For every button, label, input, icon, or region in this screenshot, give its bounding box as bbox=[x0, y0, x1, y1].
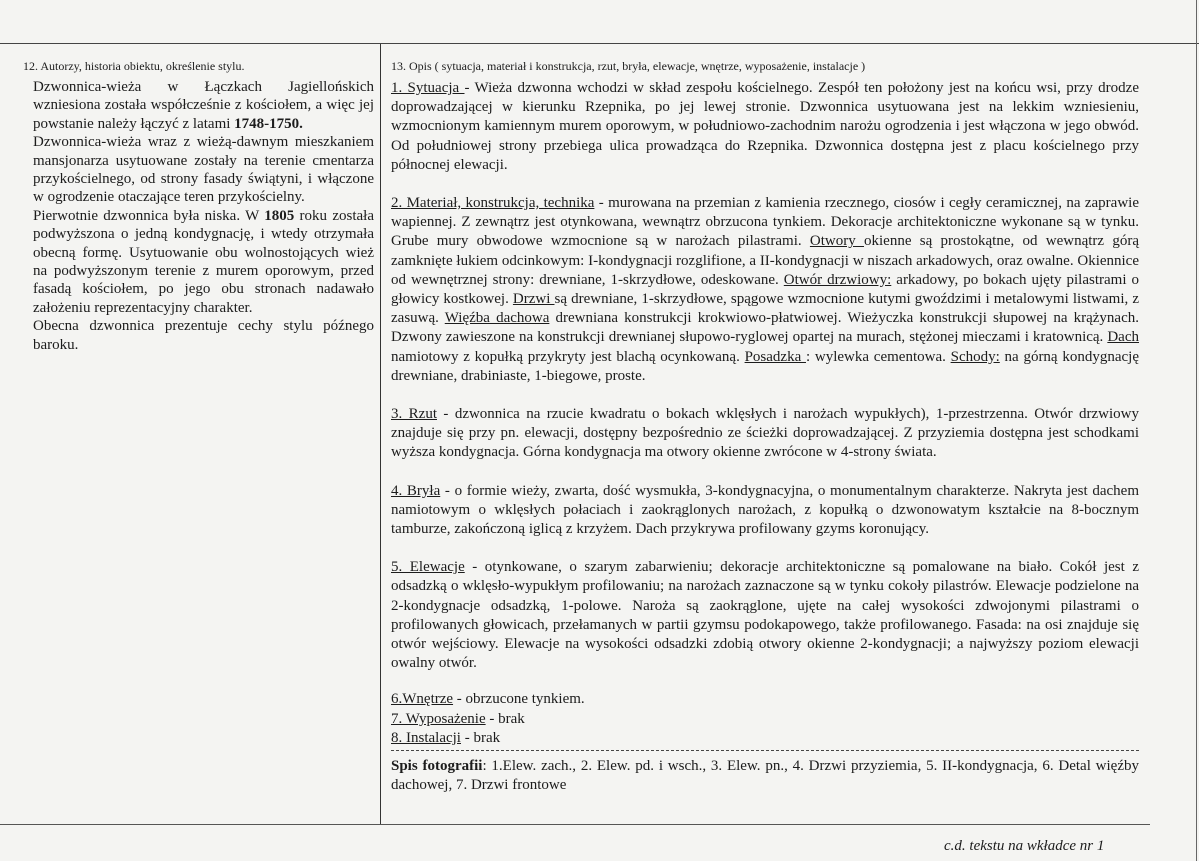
section-plan: 3. Rzut - dzwonnica na rzucie kwadratu o bokach wklęsłych i narożach wypukłych), 1-przestrzenna. Otwór drzwiowy znajduje się przy pn. elewacji, dostępny bezpośrednio ze ścieżki doprowadzającej. Z przyziemia dostępna jest schodkami wyższa kondygnacja. Górna kondygnacja ma otwory okienne zwrócone w 4-strony świata. bbox=[391, 406, 1139, 461]
date-range: 1748-1750. bbox=[234, 115, 303, 132]
section-form: 4. Bryła - o formie wieży, zwarta, dość wysmukła, 3-kondygnacyjna, o monumentalnym charakterze. Nakryta jest dachem namiotowym o wklęsłych połaciach i zaokrąglonych narożach, z kopułką o dzwonowatym kształcie na 8-bocznym tamburze, zakończoną iglicą z krzyżem. Dach przykrywa profilowany gzyms koronujący. bbox=[391, 482, 1139, 538]
history-paragraph-1: Dzwonnica-wieża w Łączkach Jagiellońskich wzniesiona została współcześnie z kościołem, a więc jej powstanie należy łączyć z latami 1748-1750. bbox=[33, 79, 374, 132]
dashed-separator bbox=[391, 750, 1139, 751]
history-paragraph-2: Dzwonnica-wieża wraz z wieżą-dawnym mieszkaniem mansjonarza usytuowane zostały na terenie cmentarza przykościelnego, od strony fasady świątyni, i włączone w ogrodzenie otaczające teren przykościelny. bbox=[33, 134, 374, 206]
description-header: 13. Opis ( sytuacja, materiał i konstrukcja, rzut, bryła, elewacje, wnętrze, wyposażenie, instalacje ) bbox=[391, 59, 866, 73]
history-paragraph-3: Pierwotnie dzwonnica była niska. W 1805 roku została podwyższona o jedną kondygnację, i wtedy otrzymała obecną formę. Usytuowanie obu wolnostojących wież na podwyższonym terenie z murem oporowym, przed fasadą kościołem, po jego obu stronach nadawało założeniu reprezentacyjny charakter. bbox=[33, 207, 374, 316]
year-1805: 1805 bbox=[264, 207, 295, 224]
section-elevations: 5. Elewacje - otynkowane, o szarym zabarwieniu; dekoracje architektoniczne są pomalowane na biało. Cokół jest z odsadzką o wklęsło-wypukłym profilowaniu; na narożach zaznaczone są w tynku cokoły pilastrów. Elewacje podzielone na 2-kondygnacje odsadzką, 1-polowe. Naroża są zaokrąglone, ujęte na całej wysokości zdwojonymi pilastrami o profilowanych głowicach, przełamanych w partii gzymsu podokapowego, także profilowanego. Fasada: na osi znajduje się otwór wejściowy. Elewacje na wysokości odsadzki zdobią otwory okienne 2-kondygnacji; a najwyższy poziom elewacji owalny otwór. bbox=[391, 559, 1139, 672]
section-situation: 1. Sytuacja - Wieża dzwonna wchodzi w skład zespołu kościelnego. Zespół ten położony jest na końcu wsi, przy drodze doprowadzającej w kierunku Rzepnika, po jej lewej stronie. Dzwonnica usytuowana jest na lekkim wzniesieniu, wzmocnionym kamiennym murem oporowym, w południowo-zachodnim narożu ogrodzenia i jest włączona w jego obwód. Od południowej strony przebiega ulica prowadząca do Rzepnika. Dzwonnica dostępna jest z placu kościelnego przy północnej elewacji. bbox=[391, 80, 1139, 173]
photo-list: Spis fotografii: 1.Elew. zach., 2. Elew. pd. i wsch., 3. Elew. pn., 4. Drzwi przyziemia, 5. II-kondygnacja, 6. Detal więźby dachowej, 7. Drzwi frontowe bbox=[391, 758, 1139, 794]
history-header: 12. Autorzy, historia obiektu, określenie stylu. bbox=[23, 59, 245, 73]
section-furnishing: 7. Wyposażenie - brak bbox=[391, 710, 525, 727]
continuation-note: c.d. tekstu na wkładce nr 1 bbox=[944, 838, 1105, 854]
bottom-rule bbox=[0, 824, 1150, 825]
description-column bbox=[381, 44, 1195, 824]
section-interior: 6.Wnętrze - obrzucone tynkiem. bbox=[391, 691, 585, 708]
section-installations: 8. Instalacji - brak bbox=[391, 729, 501, 746]
history-text bbox=[33, 78, 374, 354]
right-edge-rule bbox=[1196, 0, 1197, 861]
description-text bbox=[391, 79, 1139, 796]
history-column bbox=[0, 44, 381, 824]
section-material: 2. Materiał, konstrukcja, technika - murowana na przemian z kamienia rzecznego, ciosów i cegły ceramicznej, na zaprawie wapiennej. Z zewnątrz jest otynkowana, wewnątrz obrzucona tynkiem. Dekoracje architektoniczne wykonane są w tynku. Grube mury obwodowe wzmocnione są w narożach pilastrami. Otwory okienne są prostokątne, od wewnątrz górą zamknięte łukiem odcinkowym: I-kondygnacji rozglifione, a II-kondygnacji w niszach arkadowych, oraz owalne. Okiennice od wewnętrznej strony: drewniane, 1-skrzydłowe, odeskowane. Otwór drzwiowy: arkadowy, po bokach ujęty pilastrami o głowicy kostkowej. Drzwi są drewniane, 1-skrzydłowe, spągowe wzmocnione kutymi gwoździmi i metalowymi listwami, z zasuwą. Więźba dachowa drewniana konstrukcji krokwiowo-płatwiowej. Wieżyczka konstrukcji słupowej na krążynach. Dzwony zawieszone na konstrukcji drewnianej słupowo-ryglowej opartej na murach, stężonej mieczami i kratownicą. Dach namiotowy z kopułką przykryty jest blachą ocynkowaną. Posadzka : wylewka cementowa. Schody: na górną kondygnację drewniane, drabiniaste, 1-biegowe, proste. bbox=[391, 195, 1139, 384]
history-paragraph-4: Obecna dzwonnica prezentuje cechy stylu późnego baroku. bbox=[33, 318, 374, 353]
